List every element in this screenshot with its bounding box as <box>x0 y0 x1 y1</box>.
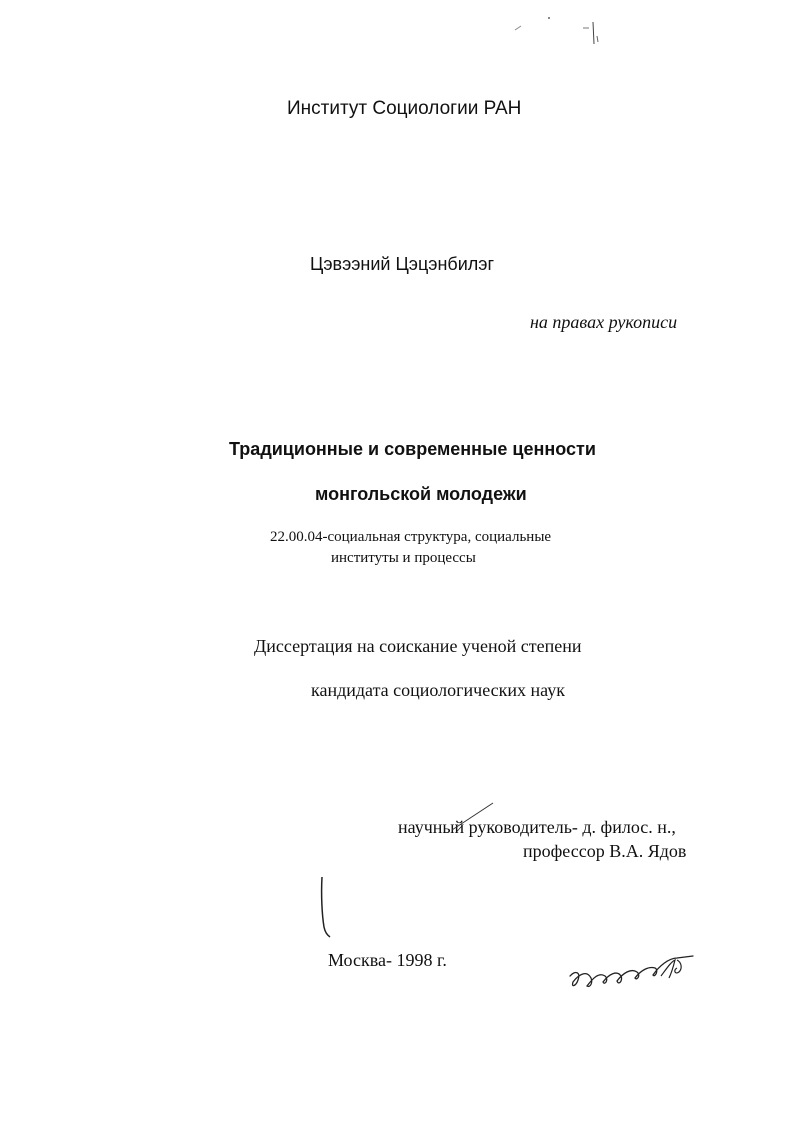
scan-specks <box>505 14 605 50</box>
specialty-line-2: институты и процессы <box>331 550 476 566</box>
dissertation-line-2: кандидата социологических наук <box>311 680 565 700</box>
supervisor-line-2: профессор В.А. Ядов <box>523 841 687 861</box>
institute-name: Институт Социологии РАН <box>287 98 522 119</box>
title-line-2: монгольской молодежи <box>315 484 527 504</box>
specialty-line-1: 22.00.04-социальная структура, социальные <box>270 529 552 545</box>
title-line-1: Традиционные и современные ценности <box>229 439 596 459</box>
margin-mark <box>316 875 336 939</box>
pen-stroke <box>448 800 498 834</box>
signature-mark <box>565 948 705 998</box>
dissertation-line-1: Диссертация на соискание ученой степени <box>254 636 582 656</box>
rights-note: на правах рукописи <box>530 312 678 332</box>
city-year: Москва- 1998 г. <box>328 950 447 970</box>
author-name: Цэвээний Цэцэнбилэг <box>310 254 495 274</box>
supervisor-line-1: научный руководитель- д. филос. н., <box>398 817 676 837</box>
